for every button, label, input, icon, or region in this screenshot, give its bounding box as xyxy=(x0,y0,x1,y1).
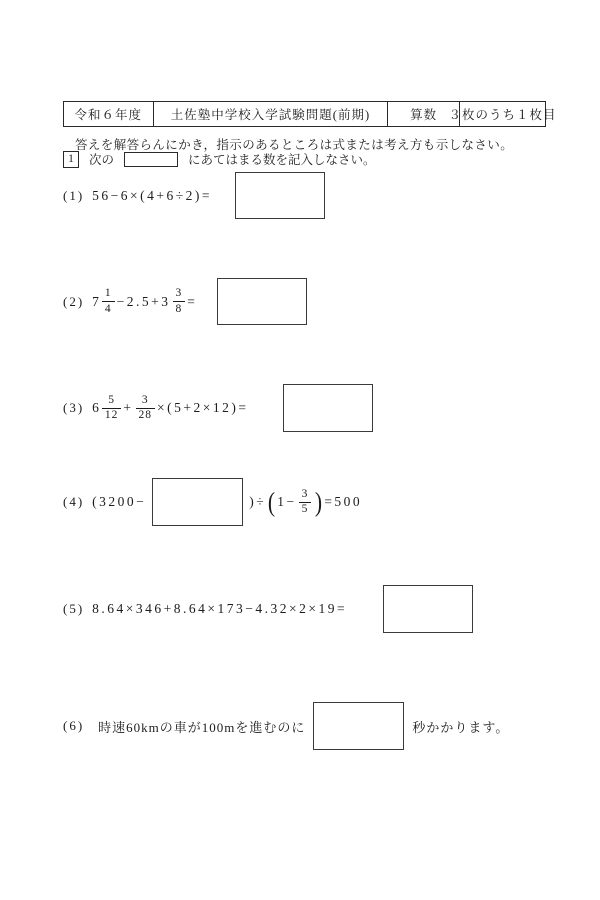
question-3-label: (3) xyxy=(63,400,85,415)
fraction xyxy=(102,288,115,315)
question-3-tail: ×(5+2×12)= xyxy=(157,400,249,415)
answer-box-2 xyxy=(217,278,307,325)
question-1-label: (1) xyxy=(63,187,85,203)
fraction-denominator: 28 xyxy=(138,409,153,421)
question-5-expression: 8.64×346+8.64×173−4.32×2×19= xyxy=(92,601,348,616)
fraction-denominator: 4 xyxy=(104,302,112,315)
header-cell-title: 土佐塾中学校入学試験問題(前期) xyxy=(153,102,388,126)
fraction-numerator: 3 xyxy=(136,395,156,409)
question-4-row xyxy=(63,478,362,526)
close-paren-large: ) xyxy=(315,486,323,517)
answer-box-1 xyxy=(235,172,325,219)
inline-blank-box xyxy=(124,152,178,167)
fraction-numerator: 1 xyxy=(102,288,115,302)
fraction-numerator: 5 xyxy=(102,395,122,409)
header-cell-year: 令和６年度 xyxy=(74,108,143,122)
fraction xyxy=(173,288,186,315)
answer-box-6 xyxy=(313,702,404,750)
question-5-label: (5) xyxy=(63,601,85,616)
question-4-after-box: )÷ xyxy=(249,494,267,509)
mixed-number-whole: 7 xyxy=(92,293,99,309)
question-6-text-before: 時速60kmの車が100mを進むのに xyxy=(98,719,306,735)
fraction xyxy=(299,489,312,516)
question-2-row xyxy=(63,278,197,325)
question-6-row xyxy=(63,702,509,750)
instruction-text: 答えを解答らんにかき，指示のあるところは式または考え方も示しなさい。 xyxy=(75,138,514,152)
fraction-denominator: 12 xyxy=(104,409,119,421)
question-1-expression: 56−6×(4+6÷2)= xyxy=(92,187,213,203)
question-2-equals: = xyxy=(187,293,198,309)
section-number-box: 1 xyxy=(63,151,79,168)
header-cell-sheet-number: ３枚のうち１枚目 xyxy=(459,102,545,126)
question-4-head: (3200− xyxy=(92,494,147,509)
mixed-number-whole: 6 xyxy=(92,400,99,415)
open-paren-large: ( xyxy=(268,486,276,517)
question-3-row xyxy=(63,384,249,432)
question-3-plus: + xyxy=(123,400,134,415)
question-4-label: (4) xyxy=(63,494,85,509)
header-cell-subject: 算数 xyxy=(387,102,459,126)
question-4-inner: 1− xyxy=(277,494,297,509)
question-1-row xyxy=(63,172,212,219)
answer-box-4 xyxy=(152,478,243,526)
fraction xyxy=(102,395,122,422)
question-6-text-after: 秒かかります。 xyxy=(412,719,510,735)
section-prompt-after: にあてはまる数を記入しなさい。 xyxy=(188,153,376,167)
fraction-numerator: 3 xyxy=(173,288,186,302)
question-2-label: (2) xyxy=(63,293,85,309)
fraction-denominator: 5 xyxy=(301,503,309,515)
answer-box-3 xyxy=(283,384,373,432)
header-table xyxy=(63,101,557,127)
section-prompt-before: 次の xyxy=(89,153,115,167)
question-2-middle: −2.5+3 xyxy=(116,293,171,309)
question-4-tail: =500 xyxy=(324,494,363,509)
section-1-heading xyxy=(63,150,376,168)
question-5-row xyxy=(63,585,347,633)
fraction xyxy=(136,395,156,422)
fraction-denominator: 8 xyxy=(175,302,183,315)
answer-box-5 xyxy=(383,585,473,633)
question-6-label: (6) xyxy=(63,718,85,733)
fraction-numerator: 3 xyxy=(299,489,312,503)
